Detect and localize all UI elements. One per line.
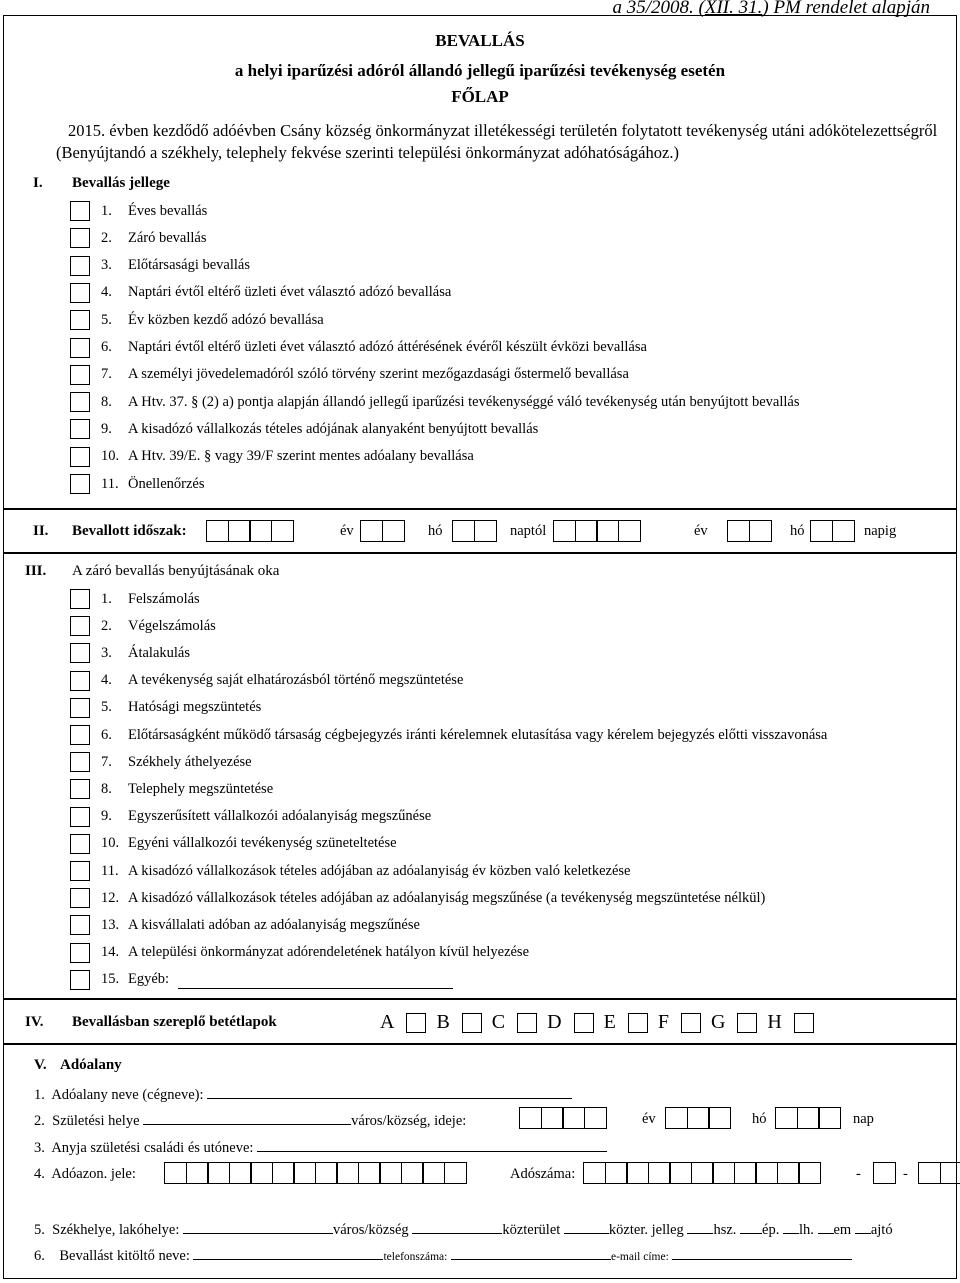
checkbox-row <box>70 587 200 611</box>
item-number: 9. <box>101 808 112 825</box>
checkbox[interactable] <box>70 256 90 276</box>
checkbox[interactable] <box>70 915 90 935</box>
address-building-field[interactable] <box>740 1220 762 1234</box>
section-i-number: I. <box>33 175 43 191</box>
address-row: 5. Székhelye, lakóhelye: város/község közterület közter. jelleg hsz. ép. lh. em ajtó <box>34 1222 893 1238</box>
item-label: Átalakulás <box>128 644 191 661</box>
checkbox-row <box>70 254 250 278</box>
attachment-letter: F <box>657 1011 669 1033</box>
item-label: Előtársaságként működő társaság cégbejegyzés iránti kérelemnek elutasítása vagy kérelem bejegyzés előtti visszavonása <box>128 726 828 743</box>
checkbox-row <box>70 805 431 829</box>
tax-id-label: Adóazon. jele: <box>51 1166 136 1182</box>
tax-number-dash-2: - <box>903 1166 908 1182</box>
item-label: A kisadózó vállalkozás tételes adójának alanyaként benyújtott bevallás <box>128 420 539 437</box>
item-number: 14. <box>101 944 120 961</box>
attachment-letter: B <box>436 1011 450 1033</box>
attachment-checkbox[interactable] <box>628 1013 648 1033</box>
attachment-checkbox[interactable] <box>574 1013 594 1033</box>
tax-id-row: 4. Adóazon. jele: <box>34 1166 136 1182</box>
attachment-item <box>492 1011 537 1034</box>
attachment-checkbox[interactable] <box>737 1013 757 1033</box>
filler-email-label: e-mail címe: <box>610 1251 669 1263</box>
checkbox[interactable] <box>70 725 90 745</box>
item-label: Naptári évtől eltérő üzleti évet választó adózó áttérésének évéről készült évközi bevallása <box>128 339 647 355</box>
item-label: Előtársasági bevallás <box>128 257 250 274</box>
section-i-title: Bevallás jellege <box>72 175 170 191</box>
checkbox[interactable] <box>70 338 90 358</box>
item-number: 1. <box>101 202 112 219</box>
period-from-day-label: naptól <box>510 523 547 539</box>
checkbox[interactable] <box>70 228 90 248</box>
period-from-year-label: év <box>340 523 354 539</box>
item-label: Önellenőrzés <box>128 475 205 492</box>
checkbox-row <box>70 832 397 856</box>
item-label: A kisadózó vállalkozások tételes adójában az adóalanyiság megszűnése (a tevékenység megszüntetése nélkül) <box>128 889 766 906</box>
checkbox[interactable] <box>70 201 90 221</box>
section-iv-title: Bevallásban szereplő betétlapok <box>72 1014 277 1030</box>
mother-name-field[interactable] <box>257 1138 607 1152</box>
section-v-title: Adóalany <box>60 1057 122 1073</box>
attachment-item <box>380 1011 426 1034</box>
item-number: 8. <box>101 780 112 797</box>
item-number: 7. <box>101 753 112 770</box>
address-stair-field[interactable] <box>783 1220 799 1234</box>
form-title: BEVALLÁS <box>435 31 525 50</box>
birth-day-boxes[interactable] <box>775 1107 840 1129</box>
item-number: 5. <box>101 311 112 328</box>
birth-day-label: nap <box>853 1111 874 1127</box>
birth-year-label: év <box>642 1111 656 1127</box>
checkbox-row <box>70 445 474 469</box>
item-number: 15. <box>101 971 120 988</box>
checkbox[interactable] <box>70 616 90 636</box>
checkbox-row <box>70 941 529 965</box>
checkbox-row <box>70 390 799 414</box>
filler-email-field[interactable] <box>672 1246 852 1260</box>
checkbox-row <box>70 336 647 360</box>
checkbox-row <box>70 417 538 441</box>
birth-place-label: Születési helye <box>52 1113 140 1129</box>
item-number: 1. <box>101 590 112 607</box>
item-number: 2. <box>101 617 112 634</box>
checkbox-row <box>70 614 216 638</box>
intro-text: 2015. évben kezdődő adóévben Csány község önkormányzat illetékességi területén folytatott tevékenység utáni adókötelezettségről (Benyújtandó a székhely, telephely fekvése szerinti települési önkormányzat adóhatóságához.) <box>56 121 938 162</box>
tax-number-boxes-mid[interactable] <box>873 1162 895 1184</box>
checkbox[interactable] <box>70 283 90 303</box>
birth-place-field[interactable] <box>143 1111 351 1125</box>
checkbox[interactable] <box>70 943 90 963</box>
period-to-day-boxes[interactable] <box>810 520 853 542</box>
filler-phone-field[interactable] <box>451 1246 611 1260</box>
period-to-year-label: év <box>694 523 708 539</box>
checkbox[interactable] <box>70 671 90 691</box>
tax-number-label: Adószáma: <box>510 1166 576 1182</box>
attachment-letter: D <box>547 1011 562 1033</box>
checkbox[interactable] <box>70 834 90 854</box>
item-label: Éves bevallás <box>128 202 208 219</box>
item-label: Végelszámolás <box>128 617 216 634</box>
address-city-label: város/község <box>332 1222 409 1238</box>
checkbox[interactable] <box>70 447 90 467</box>
attachment-item <box>547 1011 593 1034</box>
taxpayer-name-row: 1. Adóalany neve (cégneve): <box>34 1085 572 1104</box>
item-number: 2. <box>101 229 112 246</box>
address-floor-label: em <box>833 1222 852 1238</box>
legal-reference: a 35/2008. (XII. 31.) PM rendelet alapján <box>612 0 930 18</box>
section-v-number: V. <box>34 1057 47 1073</box>
attachment-checkbox[interactable] <box>794 1013 814 1033</box>
attachment-checkbox[interactable] <box>462 1013 482 1033</box>
item-label: Egyéb: <box>128 971 170 988</box>
checkbox-row <box>70 472 205 496</box>
address-door-field[interactable] <box>855 1220 871 1234</box>
checkbox-row <box>70 308 324 332</box>
checkbox-row <box>70 281 451 305</box>
section-ii-number: II. <box>33 523 49 539</box>
attachment-checkbox[interactable] <box>517 1013 537 1033</box>
checkbox[interactable] <box>70 392 90 412</box>
filler-name-label: Bevallást kitöltő neve: <box>59 1248 190 1264</box>
checkbox-row <box>70 669 463 693</box>
attachment-item <box>604 1011 648 1034</box>
item-label: A személyi jövedelemadóról szóló törvény szerint mezőgazdasági őstermelő bevallása <box>128 366 629 383</box>
item-number: 5. <box>101 699 112 716</box>
item-number: 4. <box>101 284 112 301</box>
checkbox-row <box>70 859 630 883</box>
attachment-letter: G <box>710 1011 726 1033</box>
item-number: 6. <box>101 726 112 743</box>
item-number: 13. <box>101 916 120 933</box>
mother-name-row: 3. Anyja születési családi és utóneve: <box>34 1138 607 1157</box>
section-iii-number: III. <box>25 563 47 579</box>
item-number: 3. <box>101 644 112 661</box>
item-number: 11. <box>101 862 119 879</box>
address-number-label: hsz. <box>713 1222 737 1238</box>
filler-name-field[interactable] <box>193 1246 383 1260</box>
item-number: 9. <box>101 420 112 437</box>
attachment-item <box>711 1011 757 1034</box>
period-to-year-boxes[interactable] <box>553 520 639 542</box>
item-number: 8. <box>101 393 112 410</box>
checkbox-row <box>70 199 207 223</box>
address-street-field[interactable] <box>412 1220 502 1234</box>
item-number: 10. <box>101 835 120 852</box>
checkbox-row <box>70 968 169 992</box>
checkbox[interactable] <box>70 474 90 494</box>
mother-name-label: Anyja születési családi és utóneve: <box>51 1140 254 1156</box>
checkbox[interactable] <box>70 365 90 385</box>
checkbox[interactable] <box>70 310 90 330</box>
attachment-item <box>658 1011 701 1034</box>
address-street-type-field[interactable] <box>564 1220 609 1234</box>
item-label: A Htv. 39/E. § vagy 39/F szerint mentes adóalany bevallása <box>128 448 474 465</box>
item-label: Naptári évtől eltérő üzleti évet választó adózó bevallása <box>128 284 452 301</box>
item-number: 6. <box>101 339 112 355</box>
other-reason-line[interactable] <box>178 988 453 989</box>
period-to-month-label: hó <box>790 523 805 539</box>
checkbox-row <box>70 913 420 937</box>
checkbox-row <box>70 641 190 665</box>
taxpayer-name-label: Adóalany neve (cégneve): <box>51 1087 204 1103</box>
attachment-letter-list <box>380 1011 824 1034</box>
item-label: Székhely áthelyezése <box>128 753 252 770</box>
birth-year-boxes[interactable] <box>519 1107 605 1129</box>
item-label: Felszámolás <box>128 590 200 607</box>
checkbox[interactable] <box>70 752 90 772</box>
sheet-label: FŐLAP <box>451 87 509 106</box>
address-label: Székhelye, lakóhelye: <box>52 1222 180 1238</box>
item-label: Hatósági megszüntetés <box>128 699 262 716</box>
section-iii-title: A záró bevallás benyújtásának oka <box>72 563 280 579</box>
attachment-letter: A <box>380 1011 395 1033</box>
tax-number-boxes-main[interactable] <box>583 1162 820 1184</box>
period-from-month-boxes[interactable] <box>360 520 403 542</box>
checkbox[interactable] <box>70 888 90 908</box>
checkbox[interactable] <box>70 779 90 799</box>
birth-row: 2. Születési helye város/község, ideje: <box>34 1113 467 1129</box>
checkbox-row <box>70 723 827 747</box>
period-to-day-label: napig <box>864 523 897 539</box>
section-iv-number: IV. <box>25 1014 44 1030</box>
filler-row: 6. Bevallást kitöltő neve: telefonszáma: e-mail címe: <box>34 1246 852 1265</box>
checkbox-row <box>70 750 252 774</box>
section-ii-title: Bevallott időszak: <box>72 523 187 539</box>
attachment-checkbox[interactable] <box>406 1013 426 1033</box>
address-street-label: közterület <box>502 1222 561 1238</box>
item-number: 12. <box>101 889 120 906</box>
item-label: Záró bevallás <box>128 229 207 246</box>
item-label: A települési önkormányzat adórendeletének hatályon kívül helyezése <box>128 944 530 961</box>
item-label: A kisvállalati adóban az adóalanyiság megszűnése <box>128 916 420 933</box>
birth-month-boxes[interactable] <box>665 1107 730 1129</box>
checkbox-row <box>70 363 629 387</box>
attachment-checkbox[interactable] <box>681 1013 701 1033</box>
period-from-day-boxes[interactable] <box>452 520 495 542</box>
checkbox[interactable] <box>70 589 90 609</box>
attachment-letter: H <box>767 1011 782 1033</box>
checkbox[interactable] <box>70 807 90 827</box>
item-label: A Htv. 37. § (2) a) pontja alapján állandó jellegű iparűzési tevékenységgé váló tevékenység után benyújtott bevallás <box>128 393 800 410</box>
address-street-type-label: közter. jelleg <box>608 1222 684 1238</box>
attachment-letter: E <box>603 1011 616 1033</box>
item-label: Egyszerűsített vállalkozói adóalanyiság megszűnése <box>128 808 432 825</box>
tax-number-dash-1: - <box>856 1166 861 1182</box>
address-city-field[interactable] <box>183 1220 333 1234</box>
checkbox-row <box>70 696 261 720</box>
address-building-label: ép. <box>762 1222 780 1238</box>
item-number: 11. <box>101 475 119 492</box>
item-label: Telephely megszüntetése <box>128 780 274 797</box>
birth-date-label: város/község, ideje: <box>351 1113 467 1129</box>
period-from-year-boxes[interactable] <box>206 520 292 542</box>
address-stair-label: lh. <box>798 1222 814 1238</box>
item-number: 4. <box>101 672 112 689</box>
attachment-letter: C <box>491 1011 506 1033</box>
tax-id-boxes[interactable] <box>164 1162 465 1184</box>
item-number: 10. <box>101 448 120 465</box>
attachment-item <box>436 1011 481 1034</box>
checkbox-row <box>70 777 273 801</box>
filler-phone-label: telefonszáma: <box>383 1251 448 1263</box>
item-label: Egyéni vállalkozói tevékenység szüneteltetése <box>128 835 397 852</box>
checkbox[interactable] <box>70 970 90 990</box>
form-subtitle: a helyi iparűzési adóról állandó jellegű iparűzési tevékenység esetén <box>234 61 726 80</box>
address-number-field[interactable] <box>687 1220 713 1234</box>
period-from-month-label: hó <box>428 523 443 539</box>
period-to-month-boxes[interactable] <box>727 520 770 542</box>
checkbox[interactable] <box>70 861 90 881</box>
tax-number-boxes-end[interactable] <box>918 1162 960 1184</box>
checkbox[interactable] <box>70 643 90 663</box>
address-door-label: ajtó <box>870 1222 893 1238</box>
item-label: Év közben kezdő adózó bevallása <box>128 311 324 328</box>
checkbox[interactable] <box>70 419 90 439</box>
birth-month-label: hó <box>752 1111 767 1127</box>
item-label: A tevékenység saját elhatározásból történő megszüntetése <box>128 672 464 689</box>
taxpayer-name-field[interactable] <box>207 1085 572 1099</box>
checkbox-row <box>70 886 765 910</box>
address-floor-field[interactable] <box>818 1220 834 1234</box>
checkbox-row <box>70 226 207 250</box>
checkbox[interactable] <box>70 698 90 718</box>
attachment-item <box>767 1011 813 1034</box>
item-label: A kisadózó vállalkozások tételes adójában az adóalanyiság év közben való keletkezése <box>128 862 631 879</box>
item-number: 3. <box>101 257 112 274</box>
item-number: 7. <box>101 366 112 383</box>
